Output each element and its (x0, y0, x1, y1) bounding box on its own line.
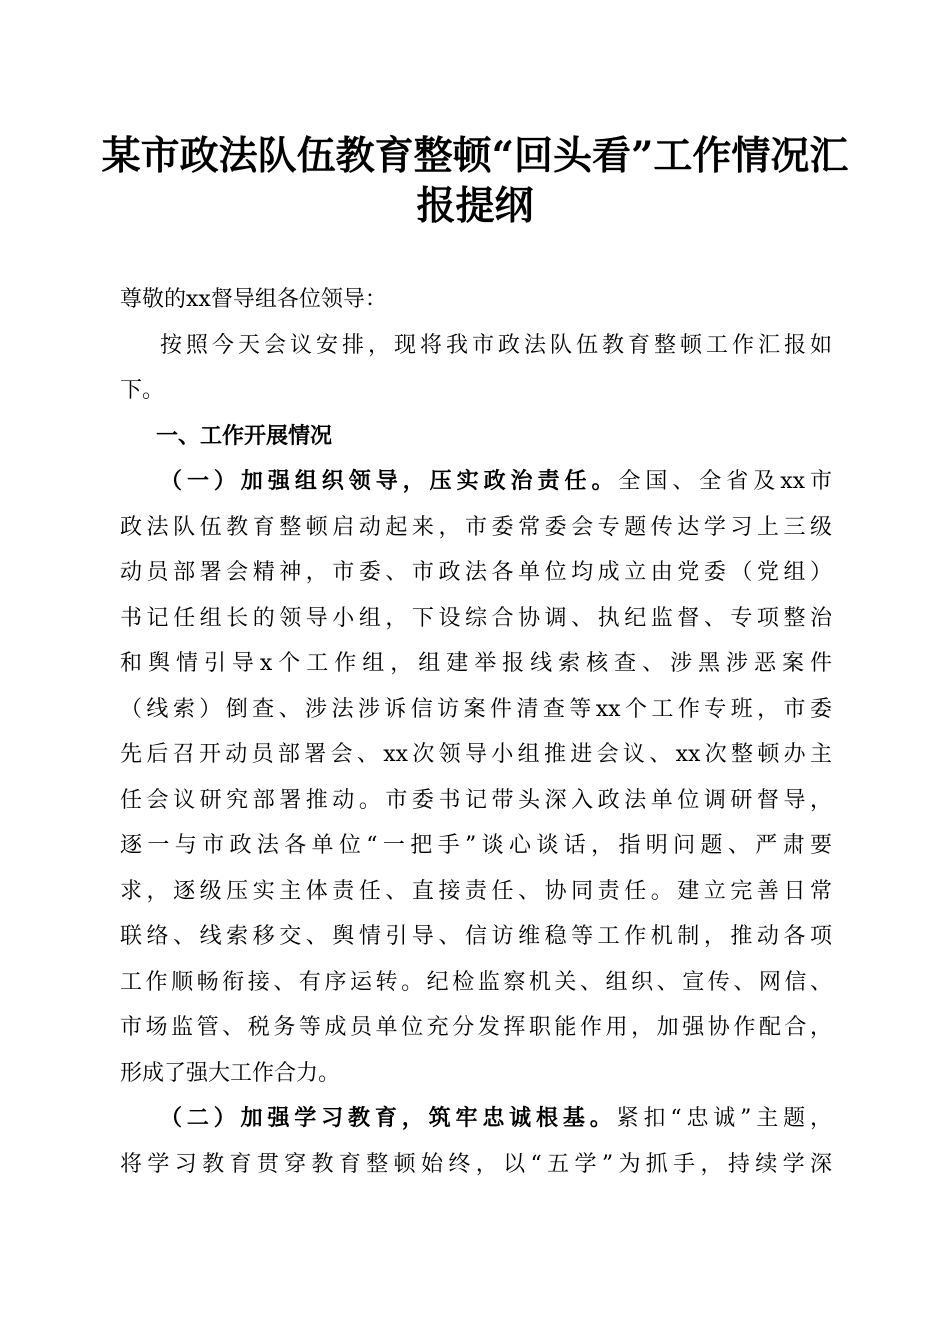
para1-line-3: 动员部署会精神，市委、市政法各单位均成立由党委（党组） (120, 560, 832, 585)
para1-line-4: 书记任组长的领导小组，下设综合协调、执纪监督、专项整治 (120, 605, 832, 631)
para1-line-12: 工作顺畅衔接、有序运转。纪检监察机关、组织、宣传、网信、 (120, 969, 832, 995)
para1-text-1: 全国、全省及xx市 (618, 469, 832, 494)
para1-line-13: 市场监管、税务等成员单位充分发挥职能作用，加强协作配合， (120, 1015, 832, 1040)
intro-line-2: 下。 (120, 378, 165, 403)
para2-line-1 (120, 1096, 832, 1142)
document-body (120, 277, 832, 1187)
para2-text-1: 紧扣“忠诚”主题， (616, 1106, 832, 1131)
title-line-2: 报提纲 (416, 183, 534, 229)
section-heading-1: 一、工作开展情况 (156, 423, 333, 449)
para1-line-1 (120, 459, 832, 505)
para1-line-5: 和舆情引导x个工作组，组建举报线索核查、涉黑涉恶案件 (120, 651, 832, 676)
para1-line-8: 任会议研究部署推动。市委书记带头深入政法单位调研督导， (120, 787, 832, 813)
para1-line-11: 联络、线索移交、舆情引导、信访维稳等工作机制，推动各项 (120, 924, 832, 949)
para1-line-7: 先后召开动员部署会、xx次领导小组推进会议、xx次整顿办主 (120, 742, 832, 767)
para2-lead: （二）加强学习教育，筑牢忠诚根基。 (160, 1106, 617, 1131)
intro-line-1: 按照今天会议安排，现将我市政法队伍教育整顿工作汇报如 (160, 332, 832, 358)
document-title (100, 131, 850, 231)
title-line-1: 某市政法队伍教育整顿“回头看”工作情况汇 (101, 133, 849, 179)
para1-line-14: 形成了强大工作合力。 (120, 1060, 341, 1086)
para1-line-10: 求，逐级压实主体责任、直接责任、协同责任。建立完善日常 (120, 878, 832, 904)
salutation: 尊敬的xx督导组各位领导： (120, 287, 387, 312)
para1-lead: （一）加强组织领导，压实政治责任。 (160, 469, 619, 494)
para2-line-2: 将学习教育贯穿教育整顿始终，以“五学”为抓手，持续学深 (120, 1151, 832, 1177)
para1-line-9: 逐一与市政法各单位“一把手”谈心谈话，指明问题、严肃要 (120, 833, 832, 858)
para1-line-6: （线索）倒查、涉法涉诉信访案件清查等xx个工作专班，市委 (120, 696, 832, 722)
para1-line-2: 政法队伍教育整顿启动起来，市委常委会专题传达学习上三级 (120, 514, 832, 540)
